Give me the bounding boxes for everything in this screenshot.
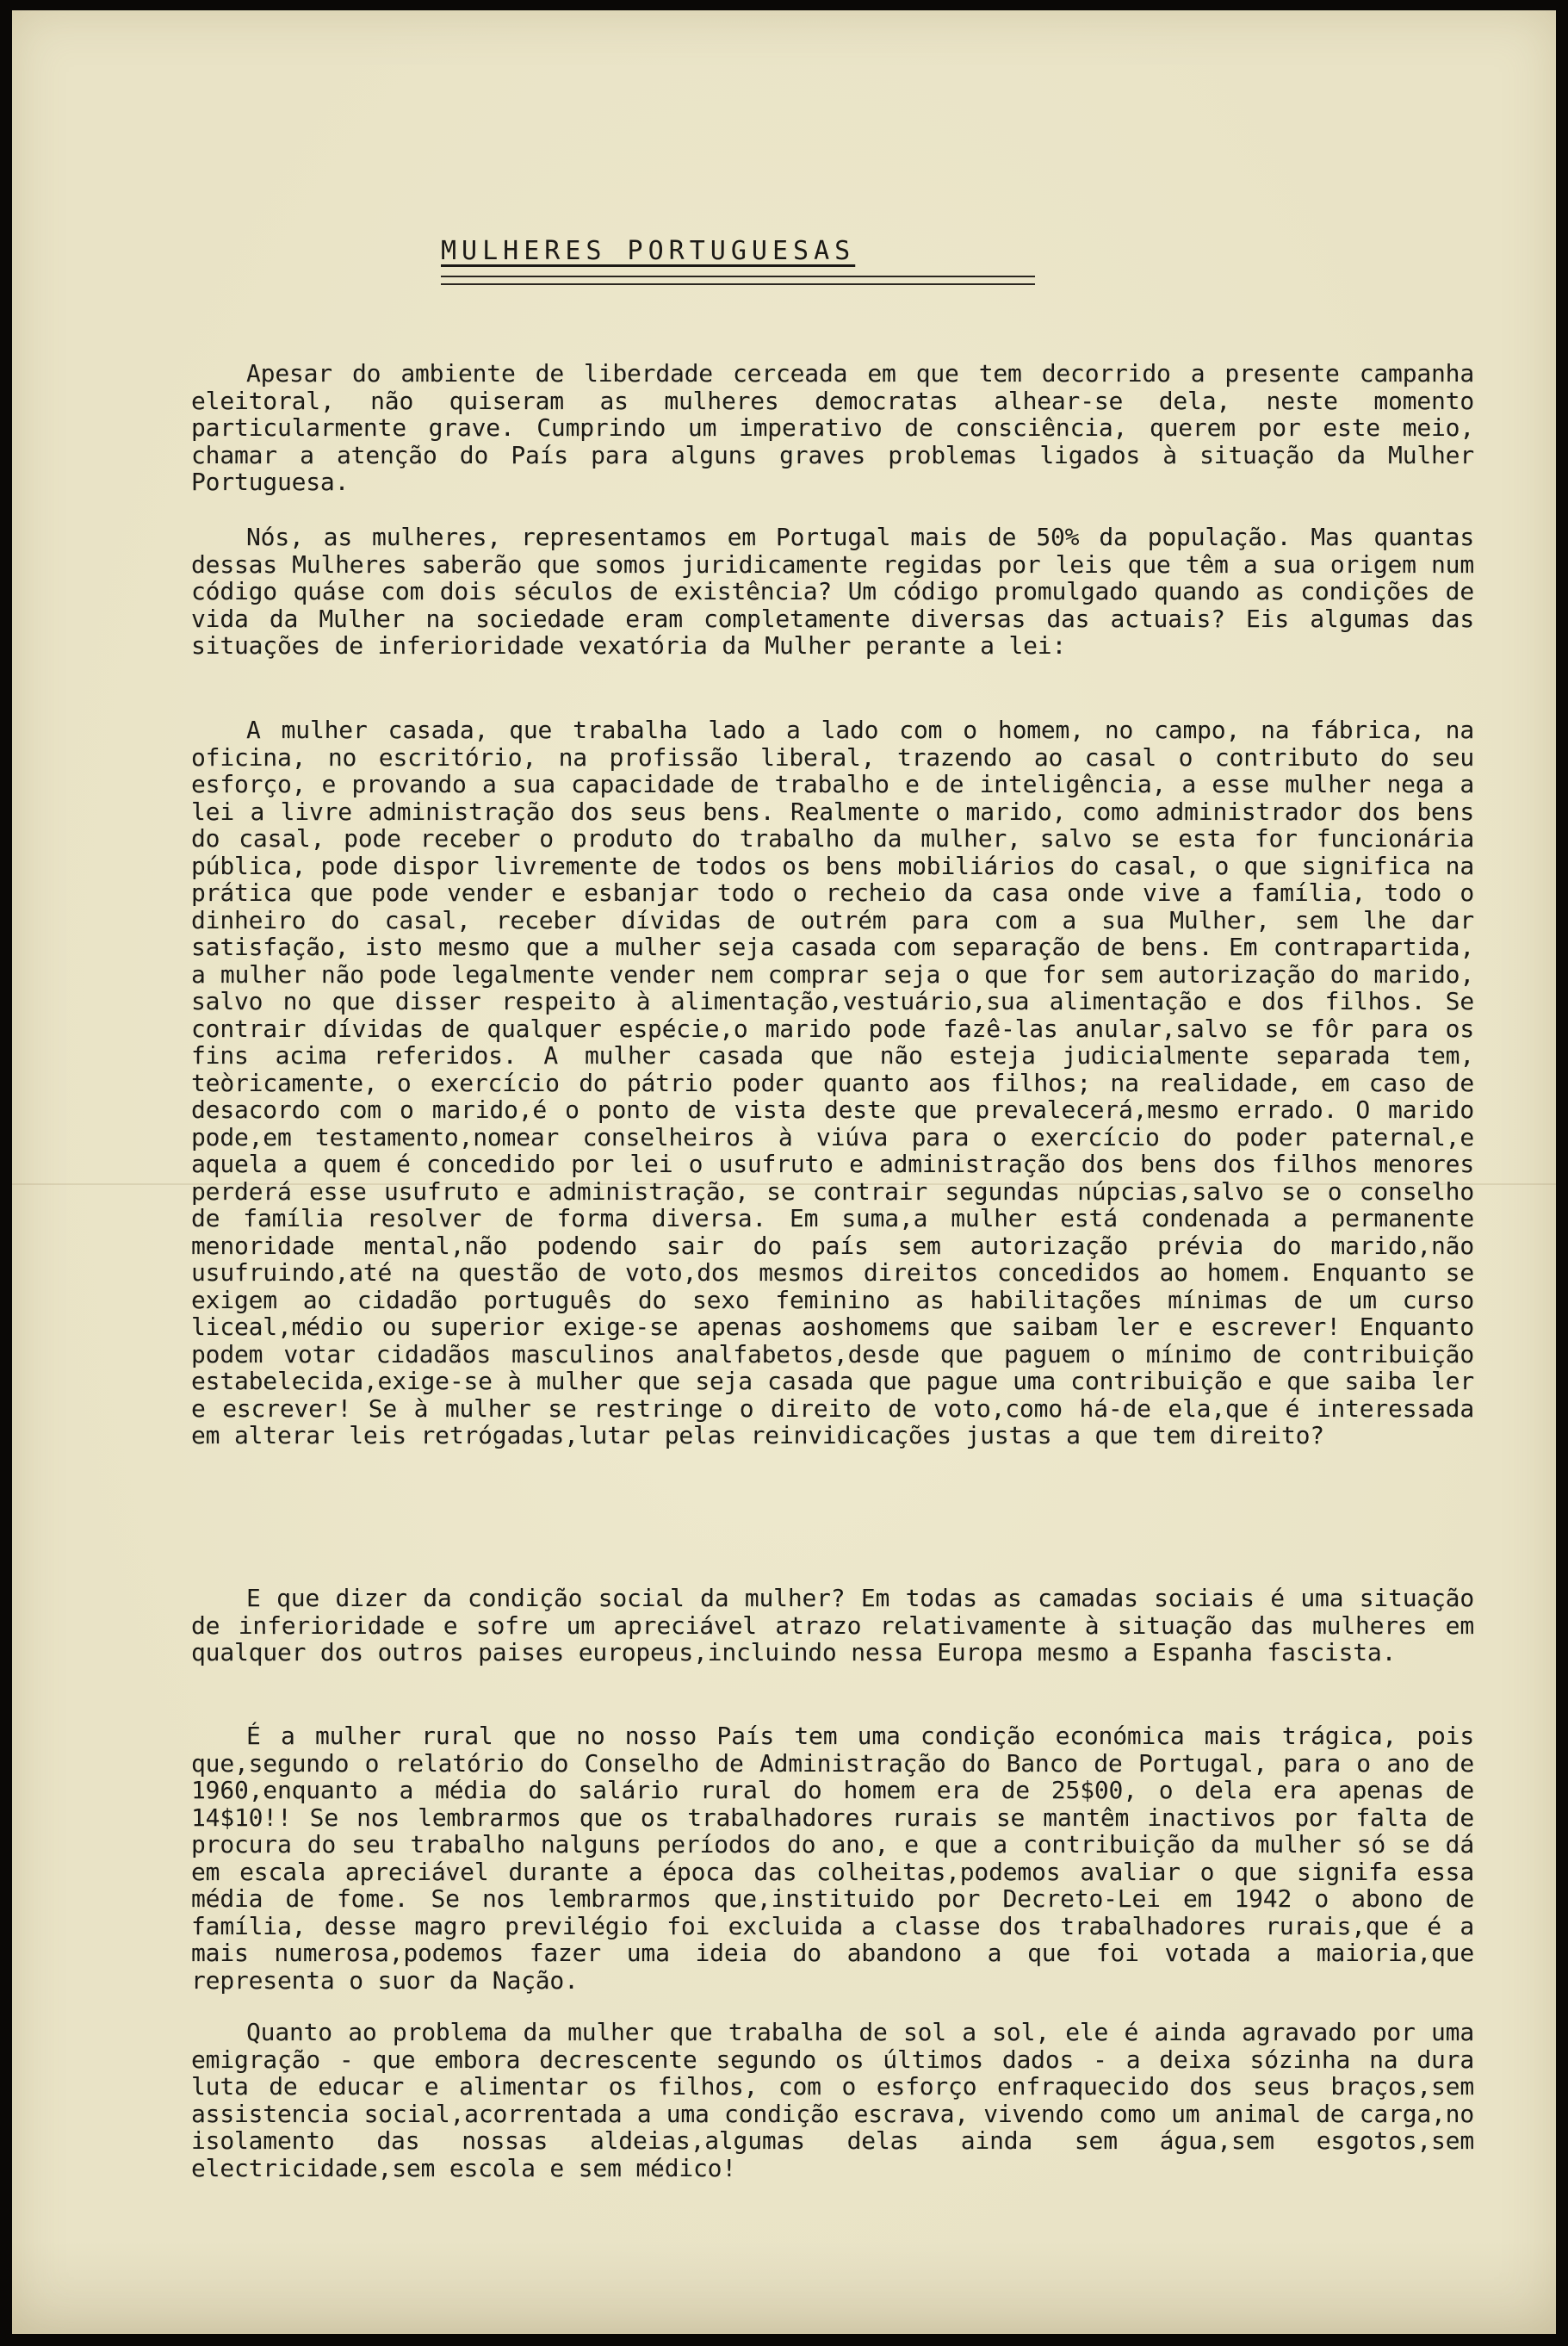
paragraph-legal-status: Nós, as mulheres, representamos em Portugal mais de 50% da população. Mas quantas dessas Mulheres saberão que somos juridicamente regidas por leis que têm a sua origem num código quáse com dois séculos de existência? Um código promulgado quando as condições de vida da Mulher na sociedade eram completamente diversas das actuais? Eis algumas das situações de inferioridade vexatória da Mulher perante a lei: bbox=[191, 523, 1474, 660]
paragraph-married-woman: A mulher casada, que trabalha lado a lado com o homem, no campo, na fábrica, na oficina, no escritório, na profissão liberal, trazendo ao casal o contributo do seu esforço, e provando a sua capacidade de trabalho e de inteligência, a esse mulher nega a lei a livre administração dos seus bens. Realmente o marido, como administrador dos bens do casal, pode receber o produto do trabalho da mulher, salvo se esta for funcionária pública, pode dispor livremente de todos os bens mobiliários do casal, o que significa na prática que pode vender e esbanjar todo o recheio da casa onde vive a família, todo o dinheiro do casal, receber dívidas de outrém para com a sua Mulher, sem lhe dar satisfação, isto mesmo que a mulher seja casada com separação de bens. Em contrapartida, a mulher não pode legalmente vender nem comprar seja o que for sem autorização do marido, salvo no que disser respeito à alimentação,vestuário,sua alimentação e dos filhos. Se contrair dívidas de qualquer espécie,o marido pode fazê-las anular,salvo se fôr para os fins acima referidos. A mulher casada que não esteja judicialmente separada tem, teòricamente, o exercício do pátrio poder quanto aos filhos; na realidade, em caso de desacordo com o marido,é o ponto de vista deste que prevalecerá,mesmo errado. O marido pode,em testamento,nomear conselheiros à viúva para o exercício do poder paternal,e aquela a quem é concedido por lei o usufruto e administração dos bens dos filhos menores perderá esse usufruto e administração, se contrair segundas núpcias,salvo se o conselho de família resolver de forma diversa. Em suma,a mulher está condenada a permanente menoridade mental,não podendo sair do país sem autorização prévia do marido,não usufruindo,até na questão de voto,dos mesmos direitos concedidos ao homem. Enquanto se exigem ao cidadão português do sexo feminino as habilitações mínimas de um curso liceal,médio ou superior exige-se apenas aoshomems que saibam ler e escrever! Enquanto podem votar cidadãos masculinos analfabetos,desde que paguem o mínimo de contribuição estabelecida,exige-se à mulher que seja casada que pague uma contribuição e que saiba ler e escrever! Se à mulher se restringe o direito de voto,como há-de ela,que é interessada em alterar leis retrógadas,lutar pelas reinvidicações justas a que tem direito? bbox=[191, 716, 1474, 1449]
paragraph-social-condition: E que dizer da condição social da mulher? Em todas as camadas sociais é uma situação de inferioridade e sofre um apreciável atrazo relativamente à situação das mulheres em qualquer dos outros paises europeus,incluindo nessa Europa mesmo a Espanha fascista. bbox=[191, 1584, 1474, 1666]
paper-sheet bbox=[12, 10, 1556, 2334]
document-title: MULHERES PORTUGUESAS bbox=[441, 236, 856, 266]
paragraph-emigration: Quanto ao problema da mulher que trabalha de sol a sol, ele é ainda agravado por uma emigração - que embora decrescente segundo os últimos dados - a deixa sózinha na dura luta de educar e alimentar os filhos, com o esforço enfraquecido dos seus braços,sem assistencia social,acorrentada a uma condição escrava, vivendo como um animal de carga,no isolamento das nossas aldeias,algumas delas ainda sem água,sem esgotos,sem electricidade,sem escola e sem médico! bbox=[191, 2018, 1474, 2182]
paragraph-rural-woman: É a mulher rural que no nosso País tem uma condição económica mais trágica, pois que,segundo o relatório do Conselho de Administração do Banco de Portugal, para o ano de 1960,enquanto a média do salário rural do homem era de 25$00, o dela era apenas de 14$10!! Se nos lembrarmos que os trabalhadores rurais se mantêm inactivos por falta de procura do seu trabalho nalguns períodos do ano, e que a contribuição da mulher só se dá em escala apreciável durante a época das colheitas,podemos avaliar o que signifa essa média de fome. Se nos lembrarmos que,instituido por Decreto-Lei em 1942 o abono de família, desse magro previlégio foi excluida a classe dos trabalhadores rurais,que é a mais numerosa,podemos fazer uma ideia do abandono a que foi votada a maioria,que representa o suor da Nação. bbox=[191, 1722, 1474, 1995]
title-double-underline bbox=[441, 276, 1035, 285]
paragraph-intro: Apesar do ambiente de liberdade cerceada em que tem decorrido a presente campanha eleitoral, não quiseram as mulheres democratas alhear-se dela, neste momento particularmente grave. Cumprindo um imperativo de consciência, querem por este meio, chamar a atenção do País para alguns graves problemas ligados à situação da Mulher Portuguesa. bbox=[191, 359, 1474, 496]
